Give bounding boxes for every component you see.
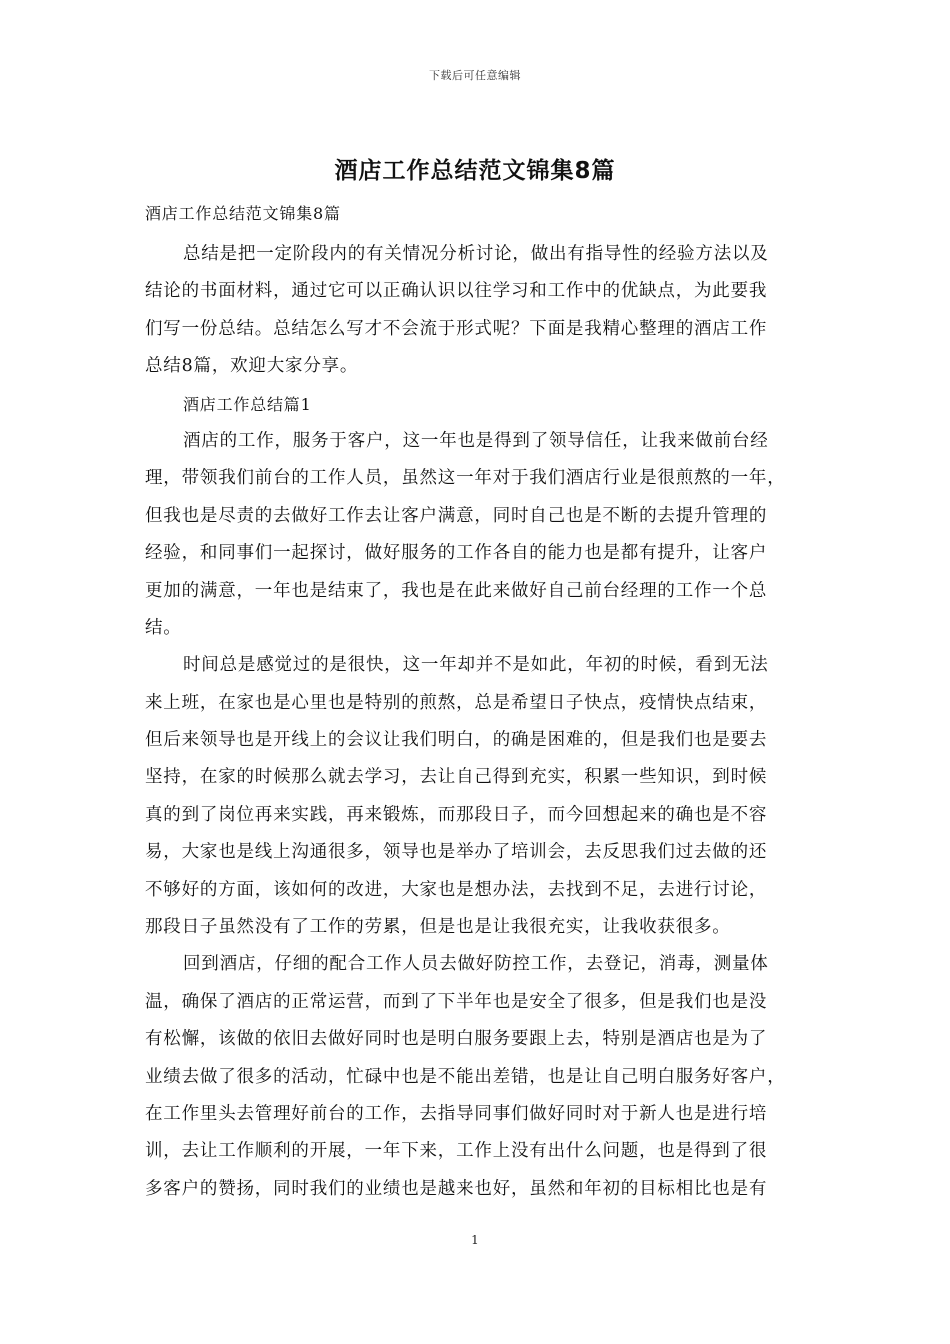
page-number: 1 — [471, 1233, 479, 1247]
paragraph-line: 真的到了岗位再来实践，再来锻炼，而那段日子，而今回想起来的确也是不容 — [145, 804, 768, 825]
intro-line: 总结8篇，欢迎大家分享。 — [145, 356, 359, 377]
document-subtitle: 酒店工作总结范文锦集8篇 — [145, 204, 341, 223]
paragraph-line: 温，确保了酒店的正常运营，而到了下半年也是安全了很多，但是我们也是没 — [145, 991, 768, 1012]
section-heading: 酒店工作总结篇1 — [183, 394, 312, 414]
paragraph-line: 但后来领导也是开线上的会议让我们明白，的确是困难的，但是我们也是要去 — [145, 730, 768, 751]
paragraph-line: 时间总是感觉过的是很快，这一年却并不是如此，年初的时候，看到无法 — [183, 655, 769, 676]
intro-line: 们写一份总结。总结怎么写才不会流于形式呢？下面是我精心整理的酒店工作 — [145, 318, 768, 339]
paragraph-line: 业绩去做了很多的活动，忙碌中也是不能出差错，也是让自己明白服务好客户， — [145, 1066, 786, 1087]
intro-line: 总结是把一定阶段内的有关情况分析讨论，做出有指导性的经验方法以及 — [183, 244, 769, 264]
paragraph-line: 多客户的赞扬，同时我们的业绩也是越来也好，虽然和年初的目标相比也是有 — [145, 1178, 768, 1199]
header-note: 下载后可任意编辑 — [429, 69, 521, 82]
document-body — [145, 200, 807, 1208]
paragraph-line: 来上班，在家也是心里也是特别的煎熬，总是希望日子快点，疫情快点结束， — [145, 692, 768, 713]
paragraph-line: 易，大家也是线上沟通很多，领导也是举办了培训会，去反思我们过去做的还 — [145, 842, 768, 863]
paragraph-line: 不够好的方面，该如何的改进，大家也是想办法，去找到不足，去进行讨论， — [145, 879, 768, 900]
paragraph-line: 坚持，在家的时候那么就去学习，去让自己得到充实，积累一些知识，到时候 — [145, 767, 768, 788]
paragraph-line: 训，去让工作顺利的开展，一年下来，工作上没有出什么问题，也是得到了很 — [145, 1141, 768, 1162]
paragraph-line: 那段日子虽然没有了工作的劳累，但是也是让我很充实，让我收获很多。 — [145, 917, 731, 938]
paragraph-line: 理，带领我们前台的工作人员，虽然这一年对于我们酒店行业是很煎熬的一年， — [145, 468, 786, 489]
paragraph-line: 更加的满意，一年也是结束了，我也是在此来做好自己前台经理的工作一个总 — [145, 580, 768, 601]
paragraph-line: 酒店的工作，服务于客户，这一年也是得到了领导信任，让我来做前台经 — [183, 430, 769, 451]
paragraph-line: 有松懈，该做的依旧去做好同时也是明白服务要跟上去，特别是酒店也是为了 — [145, 1029, 768, 1050]
document-title: 酒店工作总结范文锦集8篇 — [334, 158, 616, 184]
paragraph-line: 但我也是尽责的去做好工作去让客户满意，同时自己也是不断的去提升管理的 — [145, 505, 768, 526]
paragraph-line: 回到酒店，仔细的配合工作人员去做好防控工作，去登记，消毒，测量体 — [183, 954, 769, 975]
paragraph-line: 在工作里头去管理好前台的工作，去指导同事们做好同时对于新人也是进行培 — [145, 1103, 768, 1124]
intro-line: 结论的书面材料，通过它可以正确认识以往学习和工作中的优缺点，为此要我 — [145, 281, 768, 302]
paragraph-line: 结。 — [145, 617, 182, 638]
paragraph-line: 经验，和同事们一起探讨，做好服务的工作各自的能力也是都有提升，让客户 — [145, 543, 768, 564]
